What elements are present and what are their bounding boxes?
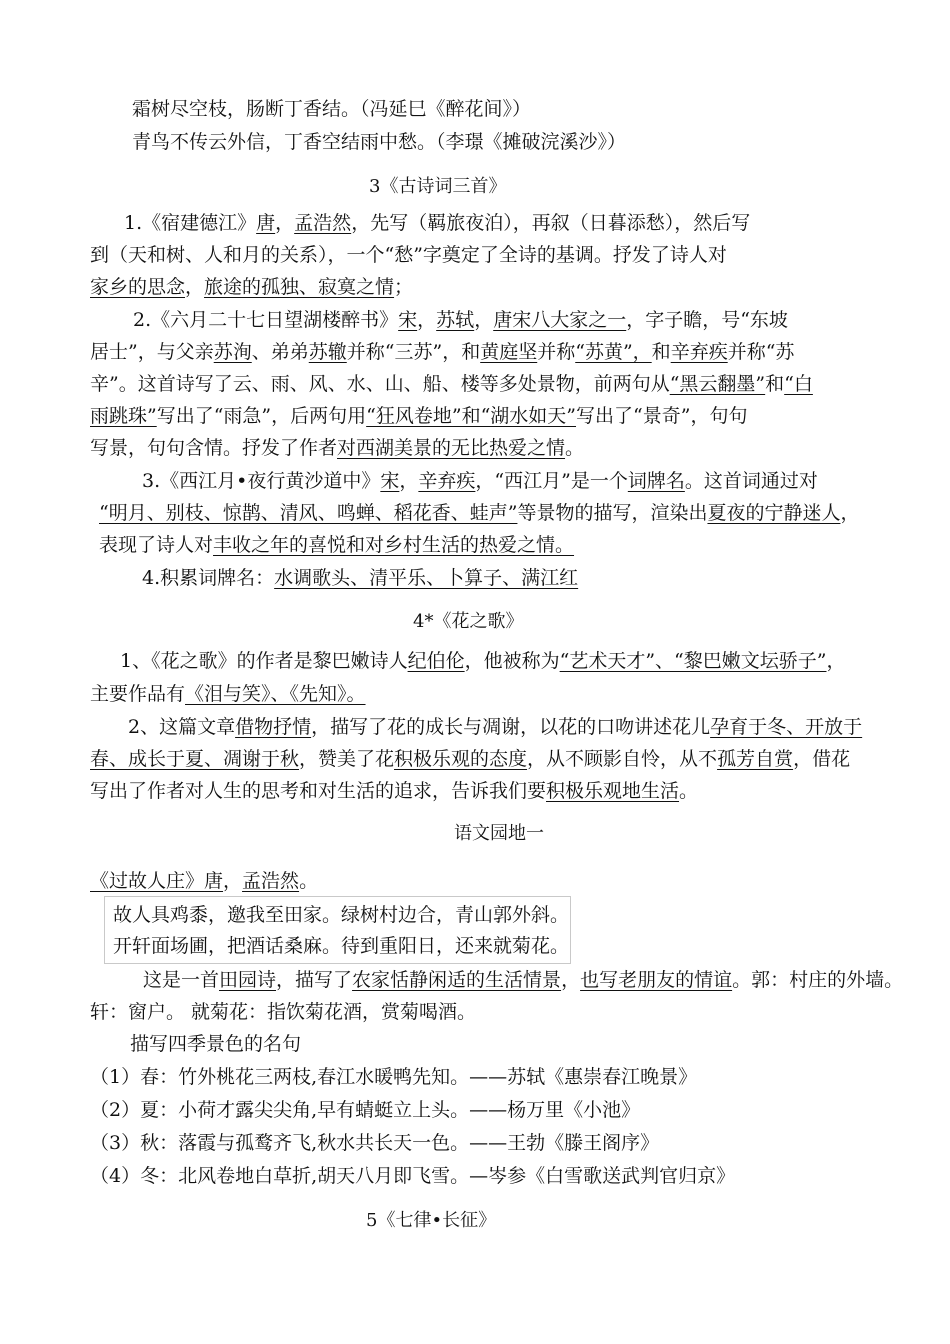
text-segment: ，字子瞻，号“东坡: [626, 309, 788, 331]
sec3-p2-line1: [133, 307, 788, 333]
text-segment: ，他被称为: [464, 650, 560, 672]
text-segment: 2.《六月二十七日望湖楼醉书》: [133, 309, 399, 331]
text-segment: 并称“三苏”，和: [346, 341, 481, 363]
text-segment: 。: [565, 437, 585, 459]
text-segment: 。郭：村庄的外墙。: [732, 969, 904, 991]
text-segment: ，: [840, 502, 860, 524]
underlined-segment: 家乡的思念: [90, 276, 186, 298]
text-segment: 。这首词通过对: [684, 470, 818, 492]
text-segment: 写出了作者对人生的思考和对生活的追求，告诉我们要: [90, 780, 547, 802]
text-segment: ，描写了花的成长与凋谢，以花的口吻讲述花儿: [311, 716, 711, 738]
underlined-segment: 农家恬静闲适的生活情景: [352, 969, 562, 991]
underlined-segment: 《泪与笑》、《先知》。: [185, 683, 366, 705]
text-segment: 和: [765, 373, 785, 395]
underlined-segment: 苏洵: [213, 341, 252, 363]
seasons-heading: 描写四季景色的名句: [130, 1033, 302, 1055]
underlined-segment: 田园诗: [219, 969, 277, 991]
text-segment: ，: [561, 969, 581, 991]
underlined-segment: 唐: [204, 870, 224, 892]
text-segment: 并称: [537, 341, 576, 363]
text-segment: ，先写（羁旅夜泊），再叙（日暮添愁），然后写: [351, 212, 751, 234]
section-4-heading: 4*《花之歌》: [413, 611, 524, 632]
text-segment: ，: [185, 276, 205, 298]
underlined-segment: 丰收之年的喜悦和对乡村生活的热爱之情。: [213, 534, 575, 556]
text-segment: ，: [399, 470, 419, 492]
underlined-segment: 孟浩然: [294, 212, 352, 234]
underlined-segment: 借物抒情: [235, 716, 312, 738]
underlined-segment: 辛弃疾: [670, 341, 728, 363]
text-segment: 表现了诗人对: [99, 534, 214, 556]
season-spring: （1）春：竹外桃花三两枝,春江水暖鸭先知。——苏轼《惠崇春江晚景》: [90, 1066, 698, 1088]
text-segment: ，: [223, 870, 243, 892]
text-segment: 2、这篇文章: [128, 716, 236, 738]
sec4-p1-line1: [120, 648, 846, 674]
underlined-segment: 黄庭坚: [480, 341, 538, 363]
underlined-segment: “白: [784, 373, 813, 395]
underlined-segment: “狂风卷地”和“湖水如天”: [366, 405, 577, 427]
poem-desc-line2: 轩：窗户。 就菊花：指饮菊花酒，赏菊喝酒。: [90, 1001, 477, 1023]
underlined-segment: 辛弃疾: [418, 470, 476, 492]
text-segment: ，从不顾影自怜，从不: [527, 748, 718, 770]
text-segment: ，借花: [793, 748, 851, 770]
text-segment: 4.积累词牌名：: [142, 567, 275, 589]
text-segment: 3.《西江月•夜行黄沙道中》: [142, 470, 381, 492]
sec3-p2-line5: [90, 435, 584, 461]
text-segment: 写出了“雨急”，后两句用: [156, 405, 367, 427]
text-segment: ，“西江月”是一个: [475, 470, 628, 492]
sec4-p1-line2: [90, 681, 366, 707]
text-segment: 1、《花之歌》的作者是黎巴嫩诗人: [120, 650, 408, 672]
text-segment: 主要作品有: [90, 683, 186, 705]
sec3-p2-line3: [90, 371, 813, 397]
season-winter: （4）冬：北风卷地白草折,胡天八月即飞雪。—岑参《白雪歌送武判官归京》: [90, 1165, 736, 1187]
sec4-p2-line2: [90, 746, 850, 772]
text-segment: 居士”，与父亲: [90, 341, 214, 363]
sec3-p4-line1: [142, 565, 578, 591]
text-segment: 1.《宿建德江》: [124, 212, 257, 234]
text-segment: 。: [299, 870, 319, 892]
section-5-heading: 5《七律•长征》: [366, 1210, 497, 1231]
text-segment: ，赞美了花: [299, 748, 395, 770]
underlined-segment: “艺术天才”、“黎巴嫩文坛骄子”: [559, 650, 827, 672]
season-autumn: （3）秋：落霞与孤鹜齐飞,秋水共长天一色。——王勃《滕王阁序》: [90, 1132, 660, 1154]
sec3-p1-line3: [90, 274, 413, 300]
underlined-segment: 唐宋八大家之一: [493, 309, 627, 331]
underlined-segment: 积极乐观的态度: [394, 748, 528, 770]
underlined-segment: “明月、别枝、惊鹊、清风、鸣蝉、稻花香、蛙声”: [99, 502, 518, 524]
underlined-segment: 《过故人庄》: [90, 870, 205, 892]
underlined-segment: 孤芳自赏: [717, 748, 794, 770]
underlined-segment: 雨跳珠”: [90, 405, 157, 427]
underlined-segment: 旅途的孤独、寂寞之情: [204, 276, 395, 298]
underlined-segment: “黑云翻墨”: [669, 373, 766, 395]
underlined-segment: 积极乐观地生活: [546, 780, 680, 802]
underlined-segment: 词牌名: [627, 470, 685, 492]
poem-title: [90, 868, 318, 894]
sec3-p2-line2: [90, 339, 794, 365]
text-segment: ，描写了: [276, 969, 353, 991]
underlined-segment: 对西湖美景的无比热爱之情: [337, 437, 566, 459]
intro-line-2: 青鸟不传云外信，丁香空结雨中愁。（李璟《摊破浣溪沙》）: [132, 131, 627, 153]
underlined-segment: 孕育于冬、开放于: [710, 716, 863, 738]
text-segment: 到（天和树、人和月的关系），一个“愁”字奠定了全诗的基调。抒发了诗人对: [90, 244, 727, 266]
poem-line-1: 故人具鸡黍，邀我至田家。绿树村边合，青山郭外斜。: [113, 904, 570, 926]
text-segment: 辛”。这首诗写了云、雨、风、水、山、船、楼等多处景物，前两句从: [90, 373, 670, 395]
text-segment: 和: [651, 341, 671, 363]
text-segment: 等景物的描写，渲染出: [517, 502, 708, 524]
underlined-segment: 孟浩然: [242, 870, 300, 892]
text-segment: 这是一首: [143, 969, 220, 991]
text-segment: ，: [275, 212, 295, 234]
text-segment: ，: [826, 650, 846, 672]
poem-desc-line1: [143, 967, 903, 993]
text-segment: ，: [417, 309, 437, 331]
underlined-segment: 宋: [398, 309, 418, 331]
intro-line-1: 霜树尽空枝，肠断丁香结。（冯延巳《醉花间》）: [132, 98, 532, 120]
text-segment: ；: [394, 276, 414, 298]
text-segment: 写景，句句含情。抒发了作者: [90, 437, 338, 459]
garden-heading: 语文园地一: [454, 823, 544, 844]
underlined-segment: 也写老朋友的情谊: [580, 969, 733, 991]
underlined-segment: 夏夜的宁静迷人: [707, 502, 841, 524]
sec3-p2-line4: [90, 403, 747, 429]
sec4-p2-line1: [128, 714, 862, 740]
underlined-segment: 水调歌头、清平乐、卜算子、满江红: [274, 567, 579, 589]
sec3-p1-line2: [90, 242, 727, 268]
underlined-segment: 宋: [380, 470, 400, 492]
underlined-segment: “苏黄”，: [575, 341, 652, 363]
underlined-segment: 苏辙: [308, 341, 347, 363]
season-summer: （2）夏：小荷才露尖尖角,早有蜻蜓立上头。——杨万里《小池》: [90, 1099, 641, 1121]
underlined-segment: 苏轼: [436, 309, 475, 331]
text-segment: 。: [679, 780, 699, 802]
sec3-p1-line1: [124, 210, 750, 236]
sec3-p3-line2: [99, 500, 859, 526]
section-3-heading: 3《古诗词三首》: [369, 176, 507, 197]
underlined-segment: 纪伯伦: [407, 650, 465, 672]
text-segment: 写出了“景奇”，句句: [576, 405, 748, 427]
text-segment: 、弟弟: [251, 341, 309, 363]
underlined-segment: 春、成长于夏、凋谢于秋: [90, 748, 300, 770]
sec3-p3-line3: [99, 532, 574, 558]
text-segment: 并称“苏: [727, 341, 795, 363]
text-segment: ，: [474, 309, 494, 331]
poem-line-2: 开轩面场圃，把酒话桑麻。待到重阳日，还来就菊花。: [113, 935, 570, 957]
sec4-p2-line3: [90, 778, 698, 804]
sec3-p3-line1: [142, 468, 818, 494]
underlined-segment: 唐: [256, 212, 276, 234]
